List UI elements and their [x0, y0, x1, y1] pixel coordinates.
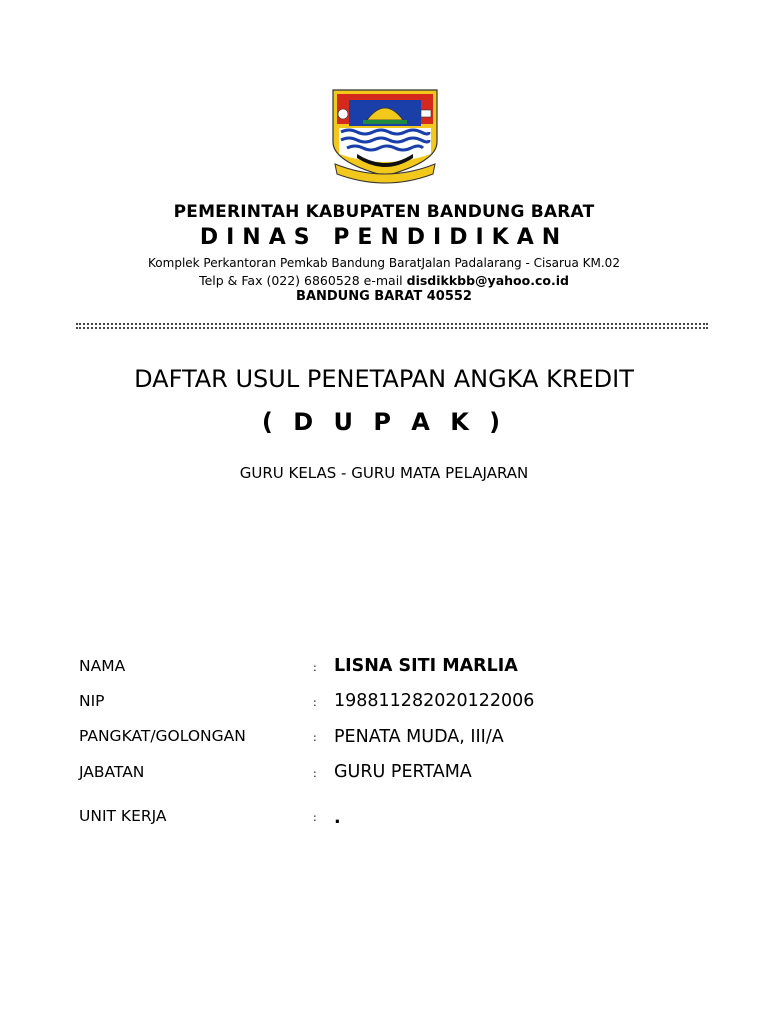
phone-fax: Telp & Fax (022) 6860528 e-mail: [199, 273, 407, 288]
email-address: disdikkbb@yahoo.co.id: [406, 273, 569, 288]
field-label-nip: NIP: [79, 692, 105, 710]
field-label-pangkat: PANGKAT/GOLONGAN: [79, 727, 246, 745]
city-postcode: BANDUNG BARAT 40552: [296, 289, 472, 304]
document-title: DAFTAR USUL PENETAPAN ANGKA KREDIT: [134, 365, 634, 393]
field-colon: :: [313, 661, 317, 674]
document-subtitle: GURU KELAS - GURU MATA PELAJARAN: [239, 464, 529, 482]
field-value-jabatan: GURU PERTAMA: [334, 762, 472, 782]
field-colon: :: [313, 731, 317, 744]
government-name: PEMERINTAH KABUPATEN BANDUNG BARAT: [173, 202, 595, 222]
field-colon: :: [313, 811, 317, 824]
field-value-pangkat: PENATA MUDA, III/A: [334, 727, 504, 747]
field-label-jabatan: JABATAN: [79, 763, 145, 781]
document-abbreviation: ( D U P A K ): [261, 408, 507, 436]
field-colon: :: [313, 767, 317, 780]
kabupaten-bandung-barat-emblem: [327, 84, 443, 184]
field-value-unit-kerja: .: [334, 808, 341, 828]
field-value-nama: LISNA SITI MARLIA: [334, 656, 518, 676]
department-name: DINAS PENDIDIKAN: [199, 225, 569, 250]
field-label-unit-kerja: UNIT KERJA: [79, 807, 167, 825]
address-line: Komplek Perkantoran Pemkab Bandung BaratJalan Padalarang - Cisarua KM.02: [148, 256, 620, 270]
contact-line: [0, 273, 768, 288]
field-colon: :: [313, 696, 317, 709]
field-label-nama: NAMA: [79, 657, 126, 675]
field-value-nip: 198811282020122006: [334, 691, 535, 711]
header-divider: [76, 323, 708, 329]
